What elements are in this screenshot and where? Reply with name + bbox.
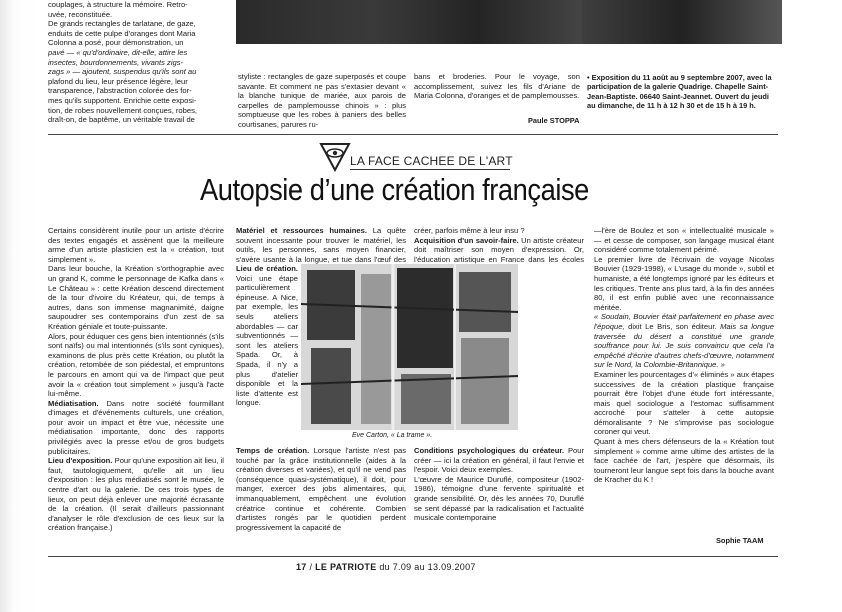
col1-section-mediatisation [48,399,224,457]
col1-section-lieu [48,456,224,533]
col1-intro: Certains considèrent inutile pour un artiste d'écrire des textes engagés et assènent que la meilleure arme d'un artiste plasticien est la « création, tout simplement ». Dans leur bouche, la Kréation s'orthographie avec un grand K, comme le personnage de Kafka dans « Le Château » : cette Kréation descend directement de la tour d'ivoire du Kréateur, qui, de temps à autres, dans son immense magnanimité, daigne saupoudrer ses contemporains d'un zest de sa Kréation géniale et toute-puissante. Alors, pour éduquer ces gens bien intentionnés (s'ils sont naïfs) ou mal intentionnés (s'ils sont cyniques), examinons de plus près cette Kréation, ou plutôt la création, retombée de son piédestal, et empruntons le parcours en amont qui va de l'impact que peut avoir la « création tout simplement » jusqu'à l'acte lui-même. [48,226,224,399]
paragraph: Pour qu'une exposition ait lieu, il faut, tautologiquement, qu'elle ait un lieu d'exposition : les plus médiatisés sont le musée, le centre d'art ou la galerie. De ces trois types de lieux, on peut déjà enlever une majorité écrasante de la création. (Il serait d'ailleurs passionnant d'analyser le rôle d'exclusion de ces lieux sur la création française.) [48,456,224,533]
image-caption: Eve Carton, « La trame ». [352,432,433,439]
subhead: Temps de création. [236,446,310,455]
text-line: couplages, à structure la mémoire. Retro- [48,0,188,9]
paragraph: dixit Le Bris, son éditeur. [628,321,721,331]
col2-section-materiel [236,226,406,264]
text-line: Colonna a posé, pour démonstration, un [48,38,184,48]
subhead: Médiatisation. [48,398,99,408]
paper-name: LE PATRIOTE [315,562,377,572]
paragraph: —l'ère de Boulez et son « intellectualité musicale » — et cesse de composer, son langage musical étant considéré comme totalement périmé. Le premier livre de l'écrivain de voyage Nicolas Bouvier (1929-1998), « L'usage du monde », subtil et humaniste, a été longtemps ignoré par les éditeurs et les critiques. Trente ans plus tard, à la fin des années 80, il est enfin publié avec une reconnaissance méritée. [594,226,774,312]
text-line: enduits de cette pulpe d'oranges dont Maria [48,28,196,38]
text-line: De grands rectangles de tarlatane, de gaze, [48,19,196,29]
page-footer [296,562,476,572]
signature-taam: Sophie TAAM [716,536,764,545]
top-mid-text: styliste : rectangles de gaze superposés et coupe savante. Et comment ne pas s'extasier devant « la blanche tunique de mariée, aux parois de carpelles de pamplemousse chinois » : plus somptueuse que les robes à paniers des belles courtisanes, parures ru- [238,72,406,129]
subhead: Acquisition d'un savoir-faire. [414,235,519,245]
signature-stoppa: Paule STOPPA [528,116,580,125]
text-line: draît-on, de baptême, un véritable travail de [48,115,195,125]
paragraph: Examiner les pourcentages d'« éliminés » aux étapes successives de la création plastique française pourrait être l'objet d'une étude fort intéressante, mais quel sociologue a l'estomac suffisamment accroché pour s'atteler à cette autopsie démoralisante ? Ne s'improvise pas sociologue coroner qui veut. Quant à mes chers défenseurs de la « Kréation tout simplement » comme arme ultime des artistes de la face cachée de l'art, j'espère que désormais, ils tourneront leur langue sept fois dans la bouche avant de Kracher du K ! [594,369,774,485]
subhead: Lieu d'exposition. [48,456,113,466]
column-2-bottom [236,446,406,552]
column-2-side [236,264,298,424]
top-mid2-text: bans et broderies. Pour le voyage, son accomplissement, suivez les fils d'Ariane de Maria Colonna, d'oranges et de pamplemousses. [414,72,580,101]
quote: Mais sa longue traversée du désert a constitué une grande souffrance pour lui. Je suis convaincu que cela l'a empêché d'écrire d'autres chefs-d'œuvre, notamment sur le Nord, la Colombie-Britannique. » [594,321,774,370]
column-1 [48,226,224,552]
column-3-bottom [414,446,584,552]
artwork-drawing [301,264,518,430]
top-mid2-column [414,72,580,112]
text-line: zags » — ajoutent, suspendus qu'ils sont au [48,67,197,77]
column-3-side [522,264,584,424]
footer-separator: / [309,562,313,572]
text-line: mes qu'ils supportent. Enrichie cette exposi- [48,95,197,105]
paragraph: Un artiste créateur doit maîtriser son moyen d'expression. Or, l'éducation artistique en France dans les écoles [414,235,584,264]
column-3-top [414,226,584,264]
paragraph: créer, parfois même à leur insu ? [414,226,525,235]
artwork-image [301,264,518,430]
page-number: 17 [296,562,307,572]
column-2-top [236,226,406,264]
col2-section-temps [236,446,406,532]
subhead: Matériel et ressources humaines. [236,226,367,235]
text-line: uvée, reconstituée. [48,9,113,19]
col3-section-savoir [414,236,584,264]
top-mid-column [238,72,406,132]
paragraph: Voici une étape particulièrement épineuse. A Nice, par exemple, les seuls ateliers abordables — car subventionnés — sont les ateliers Spada. Or, à Spada, il n'y a plus d'atelier disponible et la liste d'attente est longue. [236,273,298,408]
subhead: Conditions psychologiques du créateur. [414,446,565,455]
paragraph: La quête souvent incessante pour trouver le matériel, les outils, les personnes, sans moyen financier, s'avère usante à la longue, et tue dans l'œuf des [236,226,406,264]
exhibition-info: • Exposition du 11 août au 9 septembre 2007, avec la participation de la galerie Quadrige. Chapelle Saint-Jean-Baptiste. 06640 Saint-Jeannet. Ouvert du jeudi au dimanche, de 11 h à 12 h 30 et de 15 h à 19 h. [587,73,772,110]
text-line: insectes, bourdonnements, vivants zigs- [48,57,184,67]
top-left-text [48,0,228,125]
paragraph: Dans notre société fourmillant d'images et d'événements culturels, une création, pour avoir un impact et être vue, nécessite une médiatisation importante, donc des rapports privilégiés avec la presse et/ou de gros budgets publicitaires. [48,398,224,456]
col2-section-lieu-creation [236,264,298,408]
issue-dates: du 7.09 au 13.09.2007 [379,562,476,572]
divider [48,134,778,135]
headline: Autopsie d’une création française [200,172,589,207]
paragraph: Lorsque l'artiste n'est pas touché par la grâce institutionnelle (aides à la création diverses et variées), et qu'il ne vend pas (conséquence quasi-systématique), il doit, pour manger, exercer des jobs alimentaires, qui, immanquablement, empêchent une évolution créatrice continue et cohérente. Combien d'artistes rongés par le quotidien perdent progressivement la capacité de [236,446,406,532]
text-line: tion, de robes nouvellement conçues, robes, [48,105,198,115]
text-line: pavé — « qu'd'ordinaire, dit-elle, attire les [48,47,188,57]
top-left-column [48,0,228,132]
subhead: Lieu de création. [236,264,298,273]
paragraph: Pour créer — ici la création en général, il faut l'envie et l'espoir. Voici deux exemples. L'œuvre de Maurice Duruflé, compositeur (1902-1986), témoigne d'une fervente spiritualité et grande sensibilité. Or, dès les années 70, Duruflé se sent dépassé par la radicalisation et l'actualité musicale contemporaine [414,446,584,523]
eye-logo-icon [318,140,352,174]
top-photo-right [582,0,782,44]
col4-text [594,226,774,485]
text-line: plafond du lieu, leur présence légère, leur [48,76,188,86]
text-line: transparence, l'abstraction colorée des for- [48,86,192,96]
footer-rule [48,556,778,557]
kicker-rule [350,169,510,170]
kicker-label: LA FACE CACHEE DE L'ART [350,154,513,168]
col3-section-conditions [414,446,584,523]
section-kicker [318,136,548,176]
top-photo [236,0,582,44]
quote: « Soudain, Bouvier était parfaitement en phase avec l'époque, [594,312,774,331]
column-4 [594,226,774,526]
